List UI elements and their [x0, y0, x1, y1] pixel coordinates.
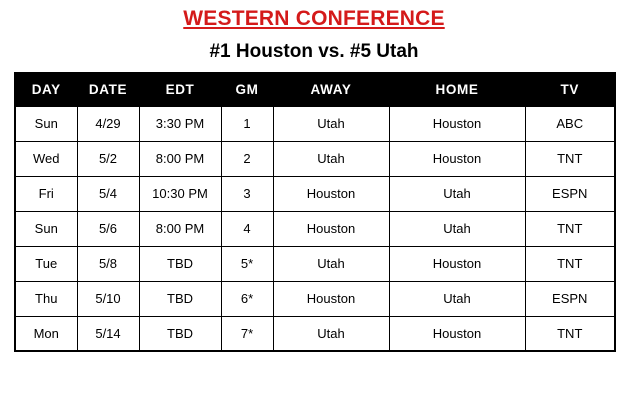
cell-tv: ABC — [525, 106, 615, 141]
cell-home: Houston — [389, 316, 525, 351]
cell-date: 5/4 — [77, 176, 139, 211]
cell-home: Houston — [389, 246, 525, 281]
column-header-gm: GM — [221, 73, 273, 106]
cell-away: Houston — [273, 176, 389, 211]
column-header-day: DAY — [15, 73, 77, 106]
cell-gm: 5* — [221, 246, 273, 281]
cell-home: Utah — [389, 176, 525, 211]
table-row — [15, 106, 615, 141]
cell-home: Utah — [389, 211, 525, 246]
table-row — [15, 246, 615, 281]
cell-away: Utah — [273, 141, 389, 176]
table-header — [15, 73, 615, 106]
cell-gm: 6* — [221, 281, 273, 316]
cell-tv: TNT — [525, 246, 615, 281]
cell-day: Thu — [15, 281, 77, 316]
cell-date: 5/6 — [77, 211, 139, 246]
cell-away: Houston — [273, 211, 389, 246]
cell-date: 5/14 — [77, 316, 139, 351]
table-row — [15, 176, 615, 211]
cell-date: 5/2 — [77, 141, 139, 176]
cell-home: Houston — [389, 106, 525, 141]
cell-gm: 4 — [221, 211, 273, 246]
cell-edt: TBD — [139, 316, 221, 351]
schedule-table — [14, 72, 616, 352]
table-row — [15, 316, 615, 351]
cell-gm: 1 — [221, 106, 273, 141]
cell-tv: TNT — [525, 211, 615, 246]
cell-day: Sun — [15, 211, 77, 246]
schedule-page — [0, 7, 628, 408]
cell-date: 5/8 — [77, 246, 139, 281]
column-header-edt: EDT — [139, 73, 221, 106]
cell-away: Utah — [273, 246, 389, 281]
table-body — [15, 106, 615, 351]
table-row — [15, 211, 615, 246]
column-header-home: HOME — [389, 73, 525, 106]
cell-day: Fri — [15, 176, 77, 211]
cell-gm: 2 — [221, 141, 273, 176]
table-row — [15, 281, 615, 316]
column-header-tv: TV — [525, 73, 615, 106]
column-header-date: DATE — [77, 73, 139, 106]
cell-edt: 8:00 PM — [139, 211, 221, 246]
cell-edt: TBD — [139, 246, 221, 281]
table-row — [15, 141, 615, 176]
cell-day: Mon — [15, 316, 77, 351]
cell-tv: TNT — [525, 141, 615, 176]
cell-gm: 3 — [221, 176, 273, 211]
cell-tv: TNT — [525, 316, 615, 351]
cell-home: Utah — [389, 281, 525, 316]
cell-edt: 8:00 PM — [139, 141, 221, 176]
cell-edt: 10:30 PM — [139, 176, 221, 211]
cell-tv: ESPN — [525, 176, 615, 211]
cell-date: 4/29 — [77, 106, 139, 141]
cell-away: Utah — [273, 316, 389, 351]
cell-date: 5/10 — [77, 281, 139, 316]
cell-away: Houston — [273, 281, 389, 316]
cell-edt: TBD — [139, 281, 221, 316]
cell-away: Utah — [273, 106, 389, 141]
matchup-title: #1 Houston vs. #5 Utah — [209, 41, 419, 62]
table-header-row — [15, 73, 615, 106]
schedule-table-container — [0, 72, 628, 352]
cell-day: Tue — [15, 246, 77, 281]
cell-edt: 3:30 PM — [139, 106, 221, 141]
cell-home: Houston — [389, 141, 525, 176]
cell-day: Wed — [15, 141, 77, 176]
cell-tv: ESPN — [525, 281, 615, 316]
column-header-away: AWAY — [273, 73, 389, 106]
conference-title: WESTERN CONFERENCE — [183, 7, 445, 30]
cell-gm: 7* — [221, 316, 273, 351]
cell-day: Sun — [15, 106, 77, 141]
